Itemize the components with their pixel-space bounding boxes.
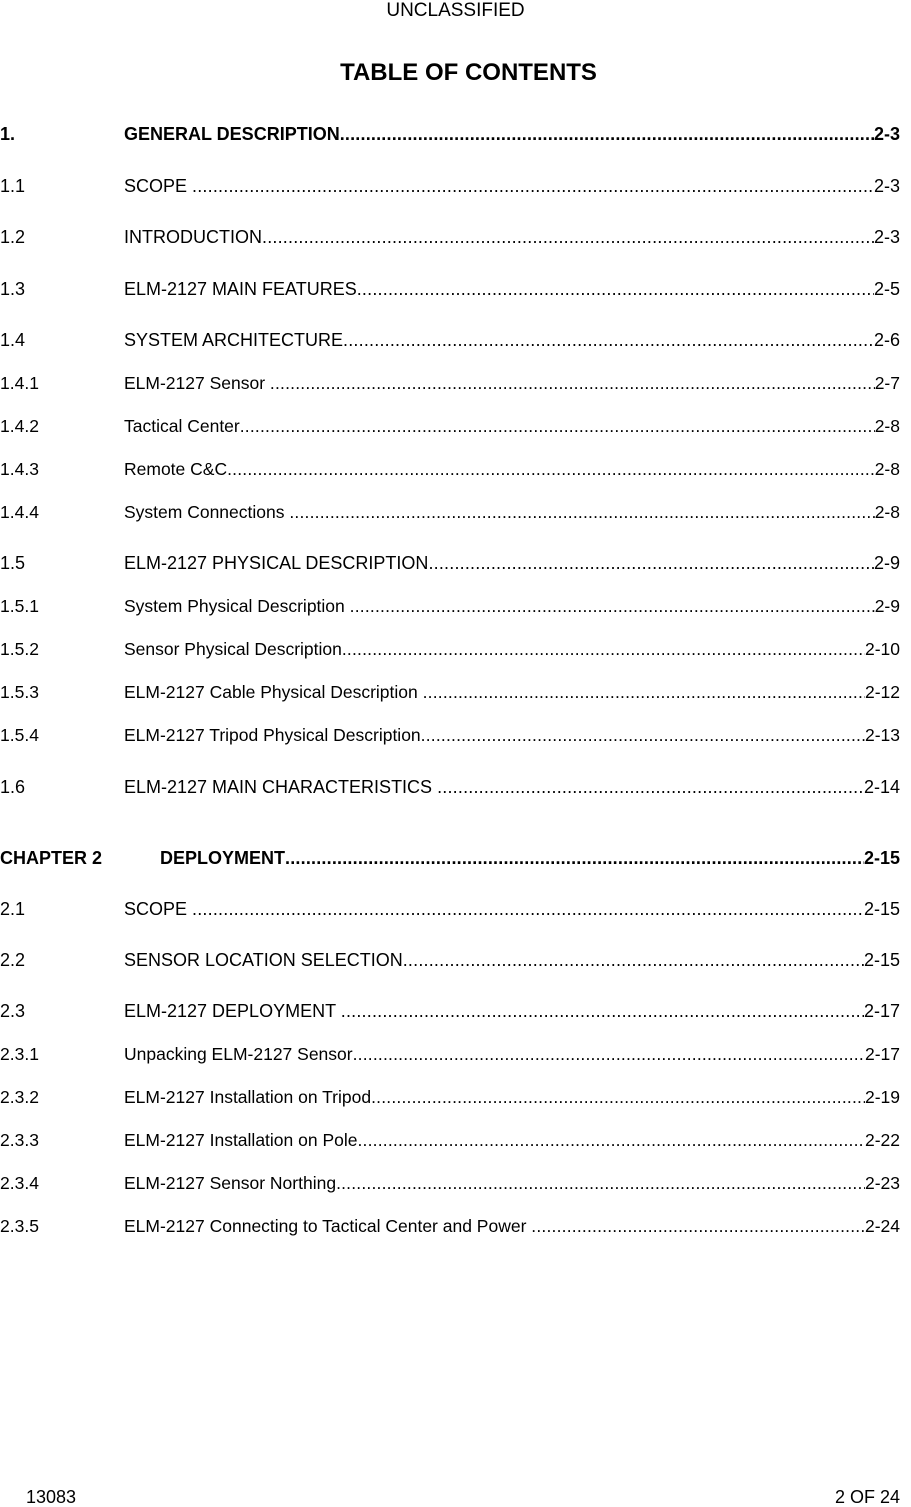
toc-entry-page: 2-6 [873,330,900,350]
toc-entry-number: 1.4.1 [0,373,39,393]
toc-entry-page: 2-19 [864,1087,900,1107]
toc-entry[interactable] [0,722,900,746]
toc-leader-dots [357,1129,864,1151]
toc-entry-page: 2-15 [863,950,900,970]
toc-leader-dots [262,226,874,248]
toc-entry-page: 2-12 [864,682,900,702]
toc-entry[interactable] [0,1041,900,1065]
toc-entry-label: INTRODUCTION [124,227,262,247]
toc-entry-number: 1.4.3 [0,459,39,479]
toc-entry[interactable] [0,636,900,660]
toc-leader-dots [353,1043,865,1065]
toc-entry-label: ELM-2127 Connecting to Tactical Center and Power [124,1216,532,1236]
toc-entry-number: 1.5.2 [0,639,39,659]
toc-entry-number: 1.3 [0,279,26,299]
toc-entry-number: 1.5 [0,553,26,573]
toc-entry[interactable] [0,276,900,300]
toc-leader-dots [437,776,864,798]
toc-entry-page: 2-10 [864,639,900,659]
toc-entry-label: ELM-2127 PHYSICAL DESCRIPTION [124,553,429,573]
toc-leader-dots [192,175,874,197]
toc-entry[interactable] [0,1127,900,1151]
toc-leader-dots [342,638,865,660]
toc-entry-page: 2-17 [863,1001,900,1021]
toc-entry[interactable] [0,327,900,351]
toc-leader-dots [240,415,875,437]
toc-entry-number: 2.3.3 [0,1130,39,1150]
toc-entry-label: System Connections [124,502,290,522]
toc-entry-page: 2-13 [864,725,900,745]
toc-entry-label: SYSTEM ARCHITECTURE [124,330,344,350]
toc-leader-dots [343,329,874,351]
toc-leader-dots [340,123,874,145]
toc-leader-dots [289,501,874,523]
toc-entry-page: 2-3 [873,124,900,144]
toc-entry[interactable] [0,370,900,394]
toc-entry-page: 2-3 [873,176,900,196]
toc-entry-page: 2-23 [864,1173,900,1193]
toc-leader-dots [421,724,865,746]
toc-entry[interactable] [0,845,900,869]
toc-entry-page: 2-8 [874,502,900,522]
toc-entry-label: Unpacking ELM-2127 Sensor [124,1044,353,1064]
toc-entry-page: 2-8 [874,416,900,436]
toc-entry-number: 2.1 [0,899,26,919]
toc-entry-number: 1.4 [0,330,26,350]
toc-entry-label: ELM-2127 Installation on Pole [124,1130,358,1150]
document-number: 13083 [26,1487,77,1507]
toc-entry[interactable] [0,947,900,971]
toc-entry[interactable] [0,173,900,197]
toc-entry-number: 2.3.2 [0,1087,39,1107]
toc-entry-label: ELM-2127 Sensor Northing [124,1173,337,1193]
toc-entry[interactable] [0,550,900,574]
toc-entry[interactable] [0,896,900,920]
toc-entry[interactable] [0,679,900,703]
toc-entry-label: ELM-2127 MAIN CHARACTERISTICS [124,777,438,797]
toc-entry[interactable] [0,499,900,523]
toc-entry-page: 2-5 [873,279,900,299]
toc-leader-dots [270,372,875,394]
toc-entry[interactable] [0,224,900,248]
toc-entry-page: 2-22 [864,1130,900,1150]
toc-entry-label: SCOPE [124,899,193,919]
toc-entry-label: DEPLOYMENT [160,848,286,868]
page-number: 2 OF 24 [834,1487,900,1507]
toc-entry-page: 2-8 [874,459,900,479]
toc-leader-dots [341,1000,864,1022]
toc-entry-page: 2-7 [874,373,900,393]
toc-entry[interactable] [0,456,900,480]
toc-entry-number: 2.3.4 [0,1173,39,1193]
toc-entry-label: Sensor Physical Description [124,639,342,659]
toc-entry[interactable] [0,413,900,437]
page-title: TABLE OF CONTENTS [340,59,597,86]
toc-leader-dots [350,595,875,617]
toc-entry-number: CHAPTER 2 [0,848,103,868]
toc-entry-label: SCOPE [124,176,193,196]
toc-entry[interactable] [0,1213,900,1237]
toc-entry-page: 2-15 [863,899,900,919]
toc-leader-dots [423,681,865,703]
toc-entry-label: SENSOR LOCATION SELECTION [124,950,403,970]
toc-entry-number: 1.4.2 [0,416,39,436]
toc-entry-number: 1.1 [0,176,26,196]
toc-entry[interactable] [0,121,900,145]
toc-entry-label: ELM-2127 Cable Physical Description [124,682,423,702]
toc-entry-number: 1.5.1 [0,596,39,616]
toc-entry-number: 1.6 [0,777,26,797]
toc-entry-label: ELM-2127 MAIN FEATURES [124,279,357,299]
toc-entry-page: 2-3 [873,227,900,247]
toc-entry-number: 2.3.5 [0,1216,39,1236]
toc-entry-label: ELM-2127 Sensor [124,373,270,393]
toc-entry-number: 2.2 [0,950,26,970]
toc-leader-dots [285,847,864,869]
toc-entry-number: 1.5.3 [0,682,39,702]
toc-leader-dots [403,949,864,971]
toc-entry-page: 2-15 [863,848,900,868]
toc-entry-label: ELM-2127 Installation on Tripod [124,1087,372,1107]
toc-entry-number: 2.3.1 [0,1044,39,1064]
toc-entry-page: 2-14 [863,777,900,797]
toc-entry-number: 1. [0,124,16,144]
toc-leader-dots [192,898,864,920]
toc-leader-dots [357,278,874,300]
toc-entry-label: GENERAL DESCRIPTION [124,124,340,144]
toc-leader-dots [336,1172,865,1194]
toc-entry-label: ELM-2127 DEPLOYMENT [124,1001,341,1021]
toc-entry[interactable] [0,593,900,617]
toc-leader-dots [531,1215,865,1237]
toc-entry-label: Tactical Center [124,416,240,436]
toc-leader-dots [371,1086,865,1108]
toc-leader-dots [428,552,874,574]
toc-entry[interactable] [0,774,900,798]
toc-entry-number: 1.2 [0,227,26,247]
toc-entry-page: 2-9 [874,596,900,616]
toc-entry-number: 1.4.4 [0,502,39,522]
toc-entry-label: Remote C&C [124,459,228,479]
toc-entry-number: 2.3 [0,1001,26,1021]
toc-entry-page: 2-9 [873,553,900,573]
toc-entry[interactable] [0,998,900,1022]
toc-leader-dots [227,458,875,480]
toc-entry-label: ELM-2127 Tripod Physical Description [124,725,421,745]
toc-entry-page: 2-24 [864,1216,900,1236]
classification-header: UNCLASSIFIED [386,0,525,21]
toc-entry[interactable] [0,1170,900,1194]
toc-entry[interactable] [0,1084,900,1108]
toc-entry-label: System Physical Description [124,596,350,616]
toc-entry-page: 2-17 [864,1044,900,1064]
toc-entry-number: 1.5.4 [0,725,39,745]
